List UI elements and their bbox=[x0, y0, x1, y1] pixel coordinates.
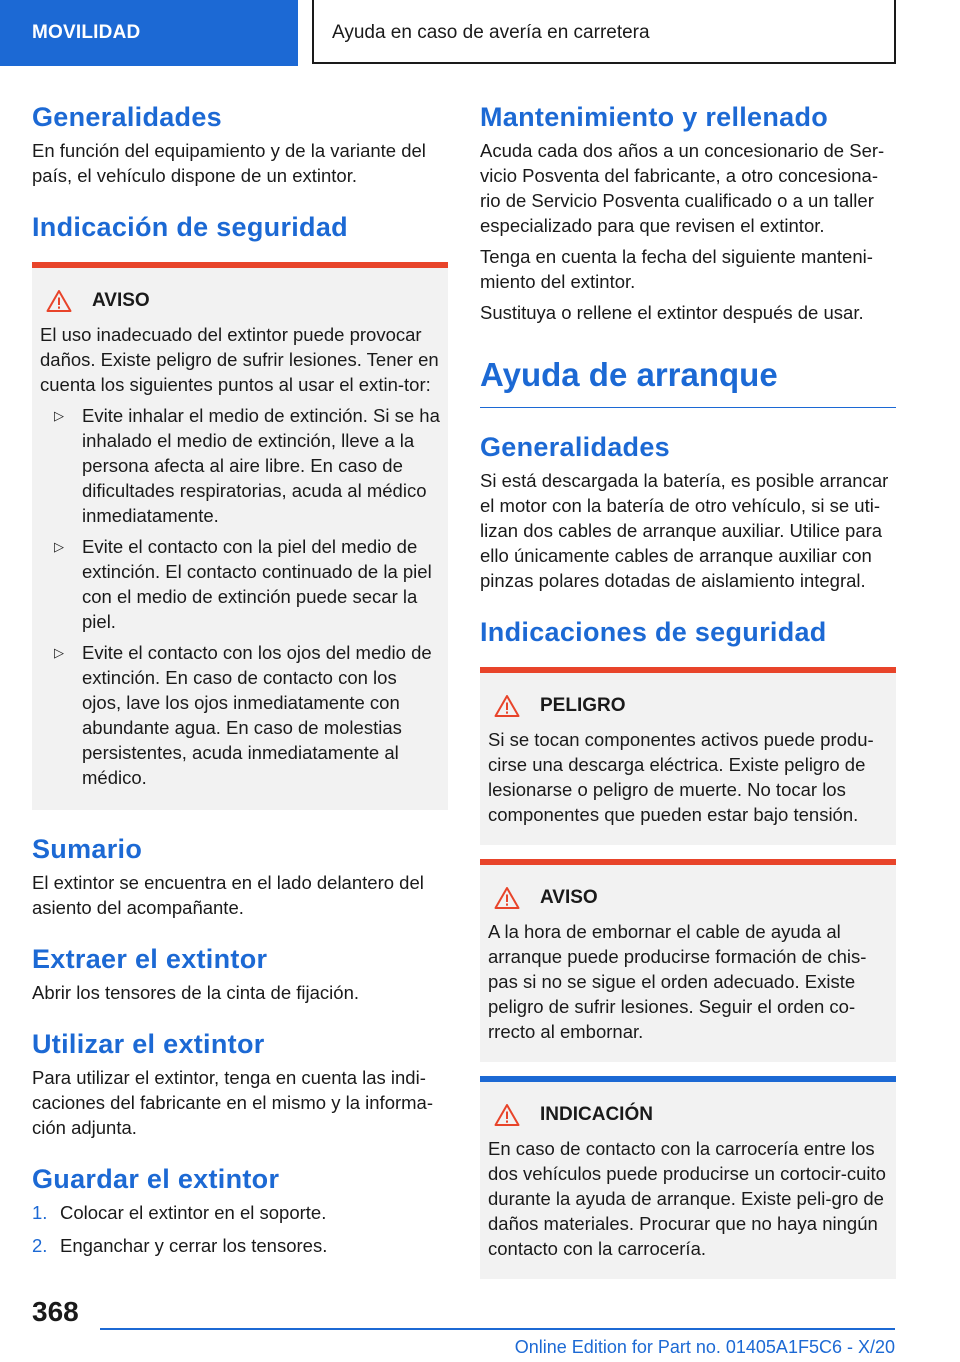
aviso-text: A la hora de embornar el cable de ayuda al arranque puede producirse formación de chis‐pas si no se sigue el orden adecuado. Existe peligro de sufrir lesiones. Seguir el orden co‐rrecto al embornar. bbox=[488, 921, 867, 1042]
warning-triangle-icon bbox=[494, 694, 520, 718]
bullet-text: Evite el contacto con la piel del medio de extinción. El contacto continuado de la piel con el medio de extinción puede secar la piel. bbox=[82, 536, 432, 632]
mantenimiento-paragraph-3: Sustituya o rellene el extintor después de usar. bbox=[480, 302, 864, 323]
aviso-label: AVISO bbox=[92, 290, 150, 311]
warning-triangle-icon bbox=[494, 886, 520, 910]
page-number: 368 bbox=[32, 1296, 79, 1327]
bullet-text: Evite el contacto con los ojos del medio de extinción. En caso de contacto con los ojos, lave los ojos inmediatamente con abundante agua. En caso de molestias persistentes, acuda inmediatamente al médico. bbox=[82, 642, 432, 788]
warning-triangle-icon bbox=[46, 289, 72, 313]
left-column bbox=[32, 98, 448, 1266]
list-item bbox=[32, 1233, 448, 1258]
peligro-title bbox=[488, 693, 888, 719]
aviso-box bbox=[480, 859, 896, 1062]
peligro-text: Si se tocan componentes activos puede produ‐cirse una descarga eléctrica. Existe peligro de lesionarse o peligro de muerte. No tocar los componentes que pueden estar bajo tensión. bbox=[488, 729, 874, 825]
edition-footer: Online Edition for Part no. 01405A1F5C6 - X/20 bbox=[514, 1337, 895, 1357]
page-header bbox=[0, 0, 960, 66]
generalidades-heading: Generalidades bbox=[480, 432, 670, 462]
indicacion-label: INDICACIÓN bbox=[540, 1104, 653, 1125]
footer-divider bbox=[100, 1328, 895, 1330]
list-item bbox=[40, 640, 440, 790]
triangle-bullet-icon: ▷ bbox=[54, 539, 64, 554]
step-number: 1. bbox=[32, 1202, 48, 1223]
section-tab: MOVILIDAD bbox=[0, 0, 298, 66]
aviso-label: AVISO bbox=[540, 887, 598, 908]
chapter-title: Ayuda en caso de avería en carretera bbox=[312, 0, 896, 64]
generalidades-text: En función del equipamiento y de la variante del país, el vehículo dispone de un extintor. bbox=[32, 140, 426, 186]
guardar-steps bbox=[32, 1200, 448, 1258]
warning-triangle-icon bbox=[494, 1103, 520, 1127]
mantenimiento-paragraph-2: Tenga en cuenta la fecha del siguiente manteni‐miento del extintor. bbox=[480, 246, 873, 292]
triangle-bullet-icon: ▷ bbox=[54, 408, 64, 423]
step-text: Colocar el extintor en el soporte. bbox=[60, 1202, 327, 1223]
sumario-heading: Sumario bbox=[32, 834, 143, 864]
peligro-label: PELIGRO bbox=[540, 695, 626, 716]
mantenimiento-heading: Mantenimiento y rellenado bbox=[480, 102, 829, 132]
ayuda-arranque-heading: Ayuda de arranque bbox=[480, 351, 896, 408]
guardar-heading: Guardar el extintor bbox=[32, 1164, 280, 1194]
right-column bbox=[480, 98, 896, 1279]
aviso-bullet-list bbox=[40, 403, 440, 790]
triangle-bullet-icon: ▷ bbox=[54, 645, 64, 660]
aviso-title bbox=[488, 885, 888, 911]
indicaciones-seguridad-heading: Indicaciones de seguridad bbox=[480, 617, 827, 647]
indicacion-seguridad-heading: Indicación de seguridad bbox=[32, 212, 348, 242]
aviso-title bbox=[40, 288, 440, 314]
aviso-box bbox=[32, 262, 448, 810]
step-number: 2. bbox=[32, 1235, 48, 1256]
bullet-text: Evite inhalar el medio de extinción. Si se ha inhalado el medio de extinción, lleve a la persona afecta al aire libre. En caso de dificultades respiratorias, acuda al médico inmediatamente. bbox=[82, 405, 440, 526]
mantenimiento-paragraph-1: Acuda cada dos años a un concesionario de Ser‐vicio Posventa del fabricante, a otro concesiona‐rio de Servicio Posventa cualificado o a un taller especializado para que revisen el extintor. bbox=[480, 140, 885, 236]
peligro-box bbox=[480, 667, 896, 845]
sumario-text: El extintor se encuentra en el lado delantero del asiento del acompañante. bbox=[32, 872, 424, 918]
generalidades-text: Si está descargada la batería, es posible arrancar el motor con la batería de otro vehículo, si se uti‐lizan dos cables de arranque auxiliar. Utilice para ello únicamente cables de arranque auxiliar con pinzas polares dotadas de aislamiento integral. bbox=[480, 470, 889, 591]
step-text: Enganchar y cerrar los tensores. bbox=[60, 1235, 328, 1256]
aviso-text: El uso inadecuado del extintor puede provocar daños. Existe peligro de sufrir lesiones. Tener en cuenta los siguientes puntos al usar el extin‐tor: bbox=[40, 324, 439, 395]
indicacion-text: En caso de contacto con la carrocería entre los dos vehículos puede producirse un cortocir‐cuito durante la ayuda de arranque. Existe peli‐gro de daños materiales. Procurar que no haya ningún contacto con la carrocería. bbox=[488, 1138, 886, 1259]
extraer-heading: Extraer el extintor bbox=[32, 944, 268, 974]
indicacion-box bbox=[480, 1076, 896, 1279]
utilizar-text: Para utilizar el extintor, tenga en cuenta las indi‐caciones del fabricante en el mismo y la informa‐ción adjunta. bbox=[32, 1067, 434, 1138]
extraer-text: Abrir los tensores de la cinta de fijación. bbox=[32, 982, 360, 1003]
utilizar-heading: Utilizar el extintor bbox=[32, 1029, 265, 1059]
indicacion-title bbox=[488, 1102, 888, 1128]
list-item bbox=[40, 534, 440, 634]
list-item bbox=[32, 1200, 448, 1225]
list-item bbox=[40, 403, 440, 528]
generalidades-heading: Generalidades bbox=[32, 102, 222, 132]
